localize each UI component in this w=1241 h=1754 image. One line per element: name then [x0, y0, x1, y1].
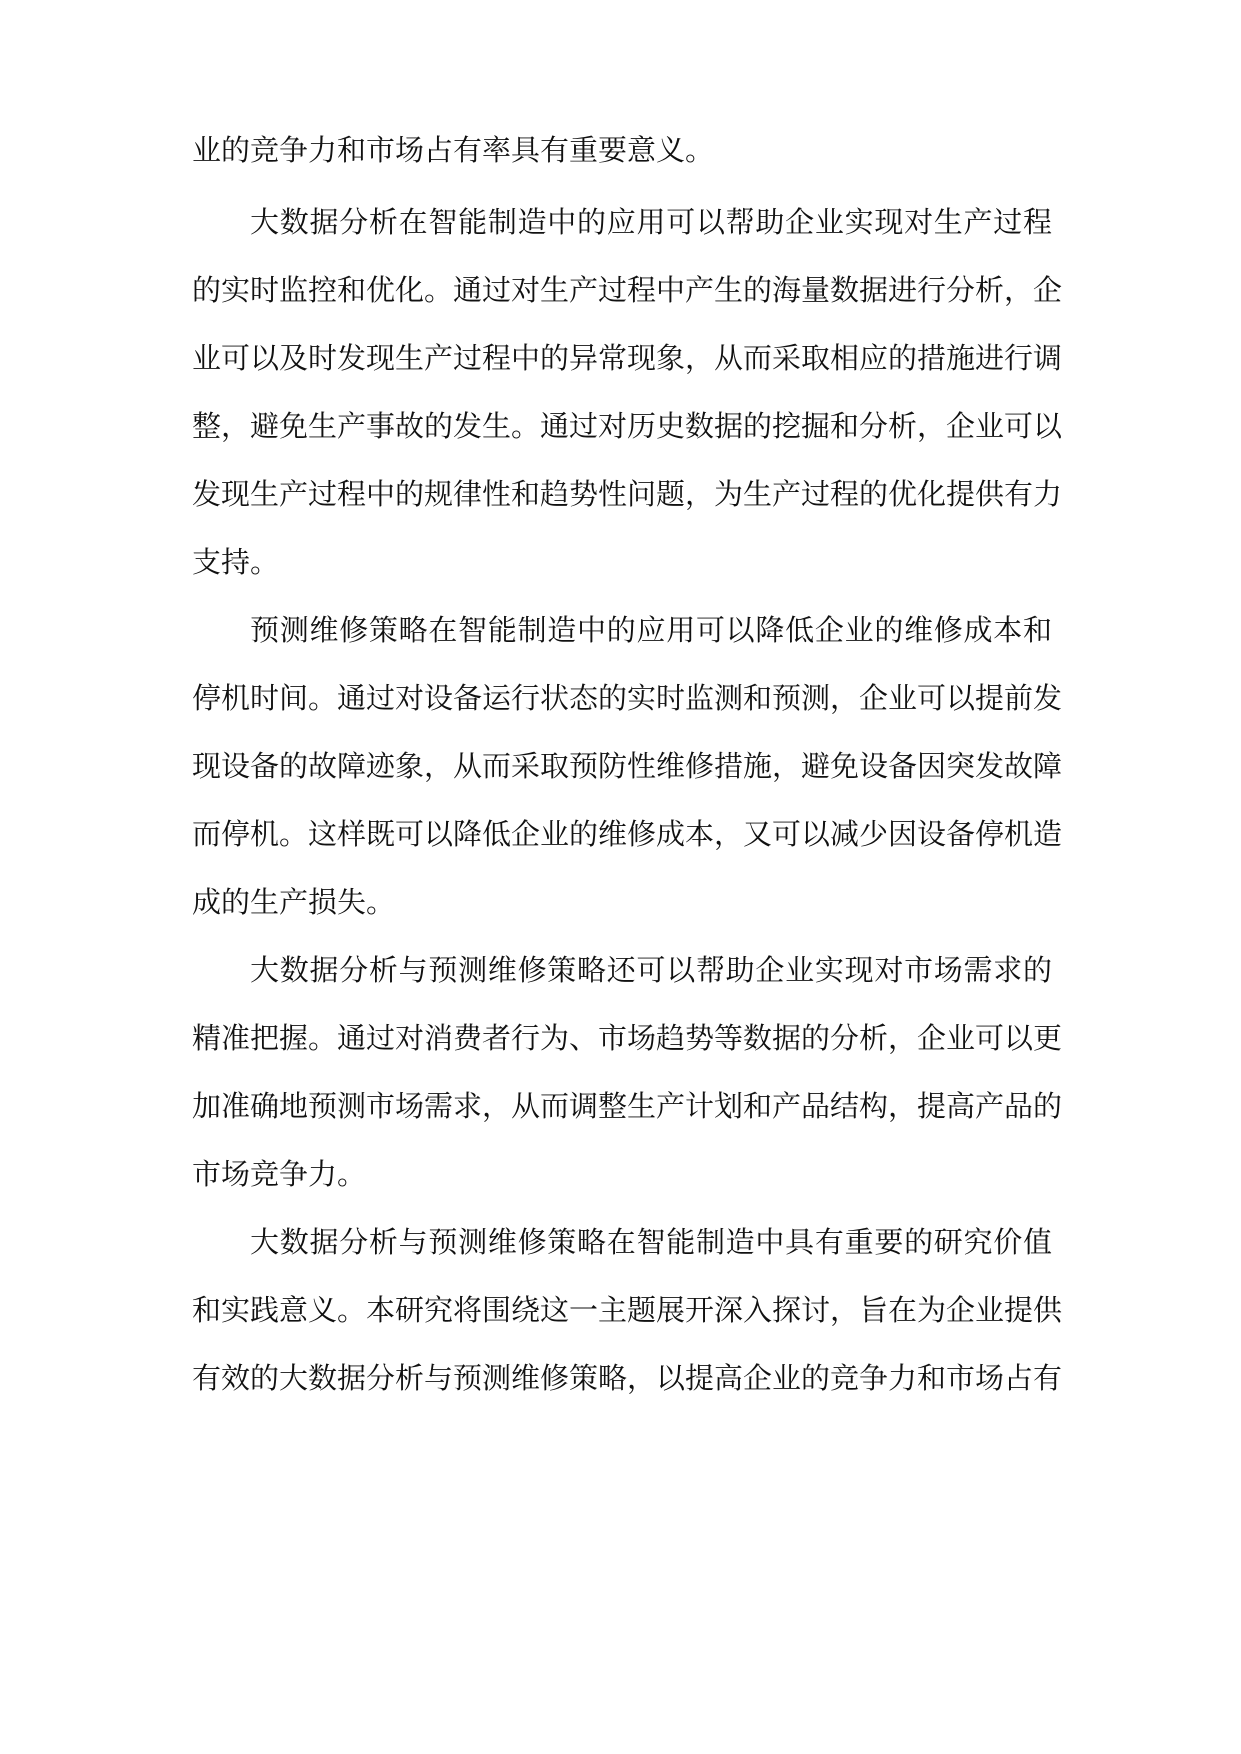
paragraph-first-line: 大数据分析与预测维修策略在智能制造中具有重要的研究价值: [250, 1225, 1052, 1259]
text-line: 整，避免生产事故的发生。通过对历史数据的挖掘和分析，企业可以: [192, 409, 1063, 443]
text-line: 精准把握。通过对消费者行为、市场趋势等数据的分析，企业可以更: [192, 1021, 1063, 1055]
text-line: 有效的大数据分析与预测维修策略，以提高企业的竞争力和市场占有: [192, 1361, 1063, 1395]
text-line: 的实时监控和优化。通过对生产过程中产生的海量数据进行分析，企: [192, 273, 1063, 307]
text-line: 成的生产损失。: [192, 885, 396, 919]
paragraph-first-line: 大数据分析与预测维修策略还可以帮助企业实现对市场需求的: [250, 953, 1052, 987]
text-line: 现设备的故障迹象，从而采取预防性维修措施，避免设备因突发故障: [192, 749, 1063, 783]
text-line: 市场竞争力。: [192, 1157, 367, 1191]
paragraph-first-line: 大数据分析在智能制造中的应用可以帮助企业实现对生产过程: [250, 205, 1052, 239]
paragraph-first-line: 预测维修策略在智能制造中的应用可以降低企业的维修成本和: [250, 613, 1052, 647]
text-line: 业的竞争力和市场占有率具有重要意义。: [192, 133, 715, 167]
text-line: 停机时间。通过对设备运行状态的实时监测和预测，企业可以提前发: [192, 681, 1063, 715]
text-line: 支持。: [192, 545, 280, 579]
text-line: 和实践意义。本研究将围绕这一主题展开深入探讨，旨在为企业提供: [192, 1293, 1063, 1327]
text-line: 发现生产过程中的规律性和趋势性问题，为生产过程的优化提供有力: [192, 477, 1063, 511]
text-line: 加准确地预测市场需求，从而调整生产计划和产品结构，提高产品的: [192, 1089, 1063, 1123]
text-line: 业可以及时发现生产过程中的异常现象，从而采取相应的措施进行调: [192, 341, 1063, 375]
text-line: 而停机。这样既可以降低企业的维修成本，又可以减少因设备停机造: [192, 817, 1063, 851]
